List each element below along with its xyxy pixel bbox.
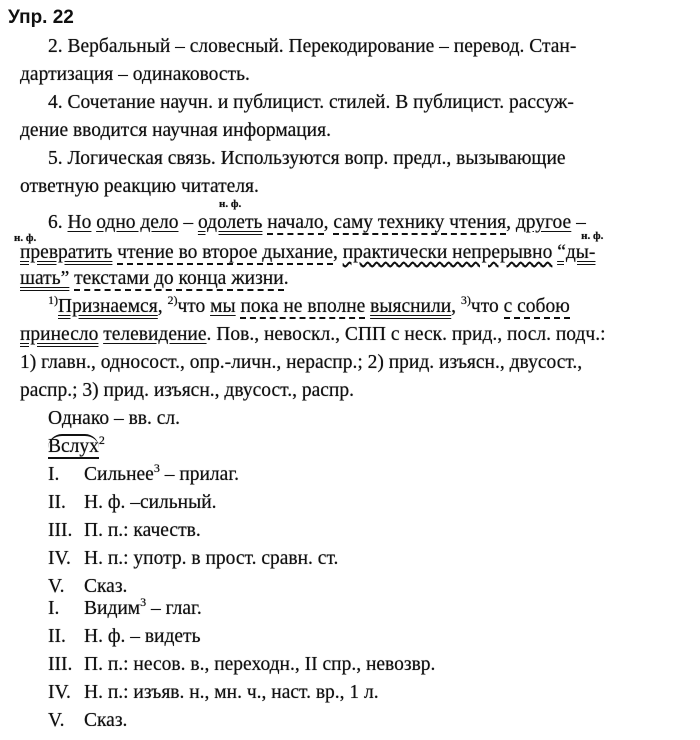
answer-6-number: 6. (48, 212, 68, 233)
analysis-text: Сказ. (84, 576, 128, 597)
analysis-row (48, 462, 700, 488)
answer-6-line-3 (20, 266, 700, 292)
analysis-text: Н. п.: употр. в прост. сравн. ст. (84, 548, 339, 569)
word-dyshat-part2: шать” (20, 268, 70, 289)
clause-number: 1) (48, 293, 58, 307)
analysis-text: Видим (84, 598, 141, 619)
analysis-text: П. п.: несов. в., переходн., II спр., невозвр. (84, 654, 436, 675)
dash: – (178, 212, 198, 233)
analysis-line-2 (20, 322, 700, 348)
comma: , (506, 212, 516, 233)
phrase-chtenie: чтение во второе дыхание (117, 242, 333, 263)
dash: – (571, 212, 586, 233)
answer-6-line-2 (14, 230, 700, 266)
comma: , (333, 242, 343, 263)
analysis-tail: – глаг. (146, 598, 202, 619)
word-nachalo: начало (267, 212, 324, 233)
clause-number: 2) (167, 293, 178, 307)
answer-2-line-2: дартизация – одинаковость. (20, 64, 250, 85)
roman-numeral: III. (48, 520, 73, 541)
answer-4-line-2: дение вводится научная информация. (20, 120, 331, 141)
comma: , (323, 212, 334, 233)
analysis-row (48, 518, 700, 544)
word-drugoe: другое (515, 212, 572, 233)
word-prevratit: превратить (20, 242, 113, 263)
word-prineslo: принесло (20, 324, 99, 345)
comma: , (157, 296, 168, 317)
word-vyyasnili: выяснили (370, 296, 452, 317)
roman-numeral: II. (48, 626, 66, 647)
word-priznaemsya: Признаемся (58, 296, 158, 317)
sentence-description: . Пов., невоскл., СПП с неск. прид., посл. подч.: (206, 324, 606, 345)
phrase-s-soboyu: с собою (503, 296, 570, 317)
footnote-sup: 3 (153, 461, 160, 475)
answer-5-line-2: ответную реакцию читателя. (20, 176, 259, 197)
roman-numeral: I. (48, 464, 60, 485)
answer-2-line-1: 2. Вербальный – словесный. Перекодирование – перевод. Стан- (48, 36, 577, 57)
vslukh-sup: 2 (98, 433, 105, 447)
clause-number: 3) (460, 293, 471, 307)
word-odolet: одолеть (197, 212, 263, 233)
analysis-text: П. п.: качеств. (84, 520, 201, 541)
answer-4-line-1: 4. Сочетание научн. и публицист. стилей. В публицист. рассуж- (48, 92, 574, 113)
answer-5-line-1: 5. Логическая связь. Используются вопр. предл., вызывающие (48, 148, 566, 169)
word-my: мы (210, 296, 236, 317)
odnako-note: Однако – вв. сл. (48, 408, 180, 429)
infinitive-mark: н. ф. (14, 232, 37, 244)
phrase-prakticheski: практически непрерывно (342, 242, 553, 263)
analysis-tail: – прилаг. (159, 464, 239, 485)
analysis-text: Сильнее (84, 464, 154, 485)
analysis-row (48, 624, 700, 650)
analysis-line-4: распр.; 3) прид. изъясн., двусост., распр. (20, 380, 354, 401)
word-vslukh: Вслух (48, 436, 99, 457)
roman-numeral: I. (48, 598, 60, 619)
analysis-text: Сказ. (84, 710, 128, 731)
phrase-odno-delo: одно дело (96, 212, 179, 233)
word-dyshat-part1: “ды- (557, 242, 596, 263)
word-dyshat-marked (557, 230, 604, 263)
footnote-sup: 3 (140, 595, 147, 609)
analysis-line-3: 1) главн., односост., опр.-личн., нераспр.; 2) прид. изъясн., двусост., (20, 352, 583, 373)
roman-numeral: II. (48, 492, 66, 513)
phrase-tehniku-chteniya: саму технику чтения (333, 212, 507, 233)
vslukh-line (48, 434, 700, 460)
phrase-tekstami: текстами до конца жизни (74, 268, 284, 289)
comma: , (451, 296, 461, 317)
word-chto: что (177, 296, 211, 317)
analysis-text: Н. ф. –сильный. (84, 492, 217, 513)
word-odolet-marked (197, 198, 263, 233)
word-chto: что (470, 296, 504, 317)
word-no: Но (67, 212, 92, 233)
analysis-row (48, 490, 700, 516)
period: . (283, 268, 289, 289)
roman-numeral: IV. (48, 548, 71, 569)
word-prevratit-marked (14, 232, 113, 263)
analysis-row (48, 546, 700, 572)
roman-numeral: III. (48, 654, 73, 675)
infinitive-mark: н. ф. (219, 198, 242, 210)
phrase-poka: пока не вполне (240, 296, 366, 317)
word-televidenie: телевидение (103, 324, 207, 345)
analysis-row (48, 652, 700, 678)
infinitive-mark: н. ф. (581, 230, 604, 242)
exercise-title: Упр. 22 (8, 7, 74, 28)
analysis-line-1 (48, 294, 700, 320)
roman-numeral: V. (48, 710, 65, 731)
roman-numeral: IV. (48, 682, 71, 703)
analysis-text: Н. п.: изъяв. н., мн. ч., наст. вр., 1 л. (84, 682, 379, 703)
roman-numeral: V. (48, 576, 65, 597)
analysis-row (48, 596, 700, 622)
analysis-text: Н. ф. – видеть (84, 626, 201, 647)
analysis-row (48, 708, 700, 734)
analysis-row (48, 680, 700, 706)
